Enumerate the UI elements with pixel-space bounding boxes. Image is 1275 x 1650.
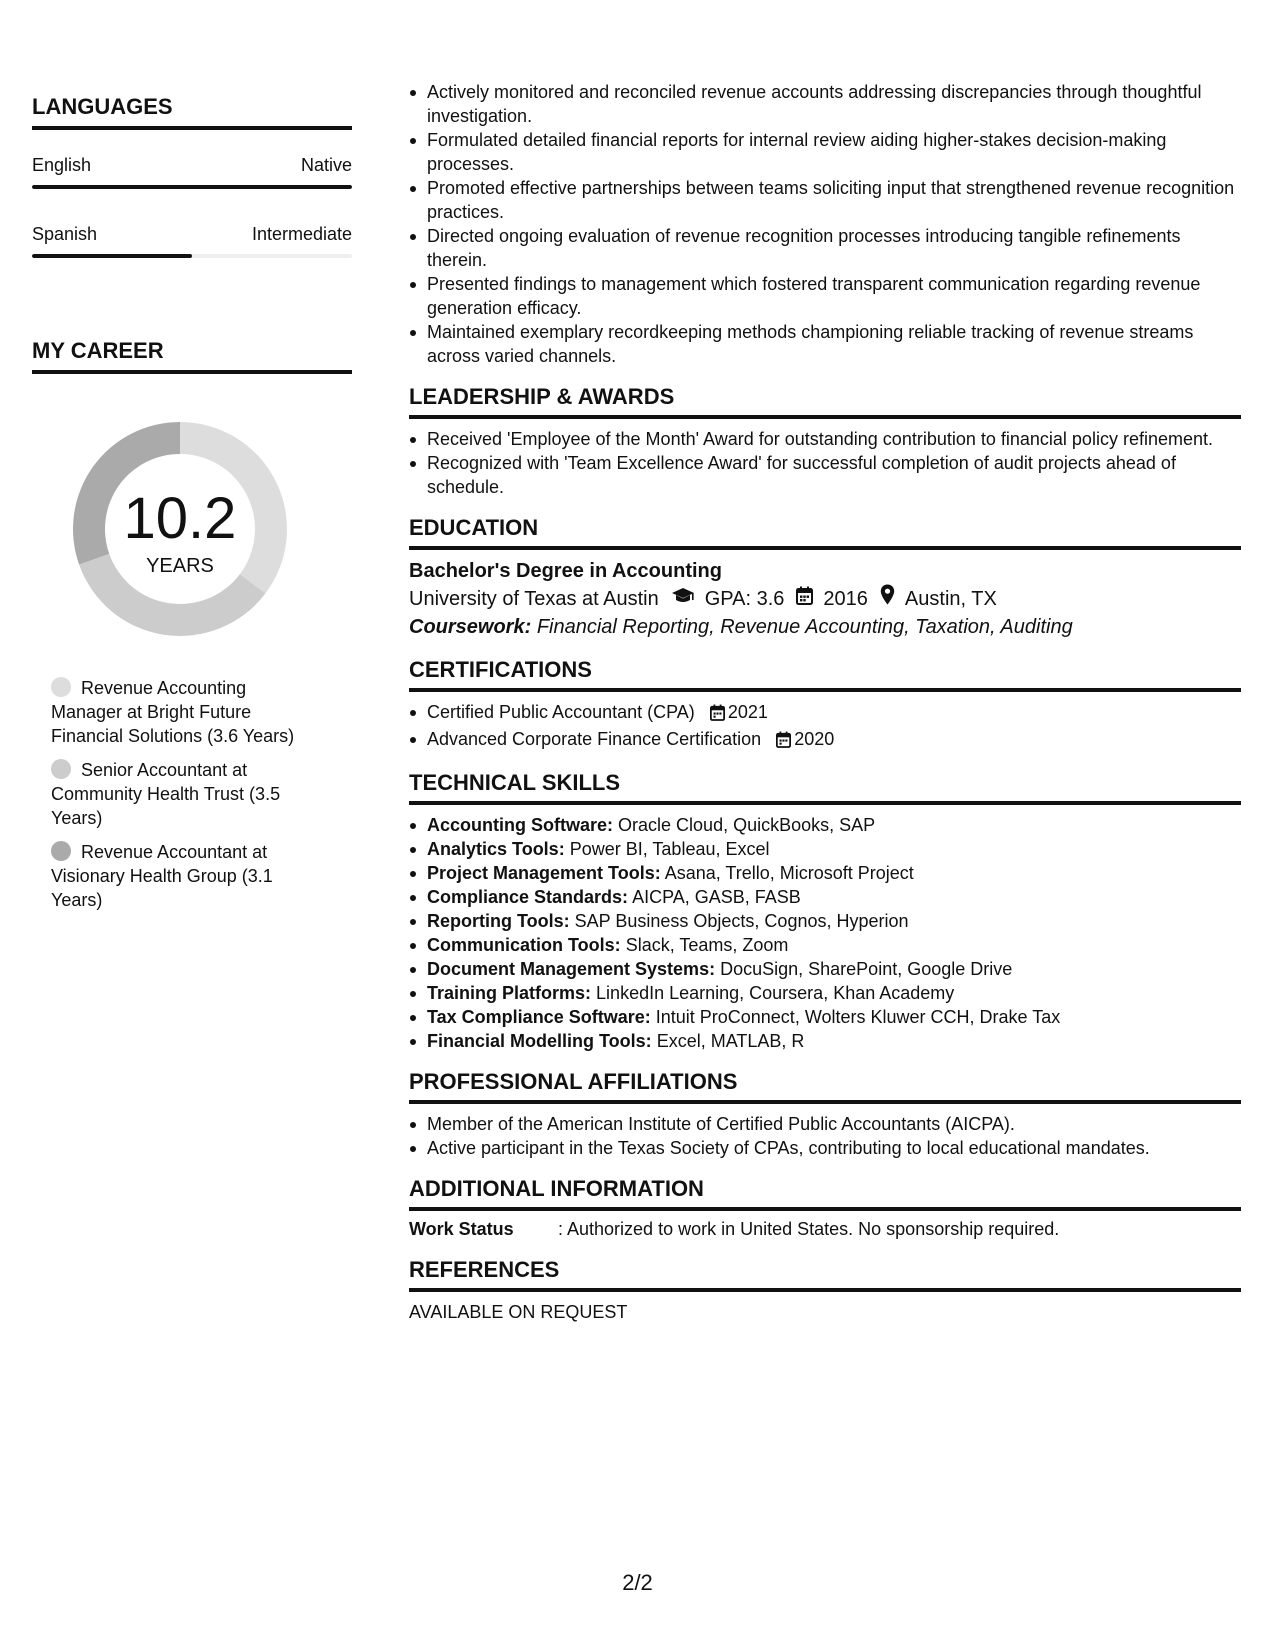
skill-category: Financial Modelling Tools: (427, 1031, 652, 1051)
award-item: Recognized with 'Team Excellence Award' for successful completion of audit projects ahead of schedule. (409, 451, 1241, 499)
experience-bullet: Maintained exemplary recordkeeping methods championing reliable tracking of revenue streams across varied channels. (409, 320, 1241, 368)
skill-category: Communication Tools: (427, 935, 621, 955)
career-legend (51, 676, 321, 922)
language-level: Intermediate (251, 224, 352, 244)
right-column (409, 80, 1241, 1324)
calendar-icon (796, 585, 813, 613)
skill-category: Accounting Software: (427, 815, 614, 835)
skill-item (409, 909, 1241, 933)
gpa-value: GPA: 3.6 (704, 587, 785, 610)
career-heading: MY CAREER (32, 338, 164, 363)
career-years-unit: YEARS (146, 555, 214, 577)
language-item (32, 223, 352, 258)
coursework-list: Financial Reporting, Revenue Accounting, Taxation, Auditing (536, 616, 1073, 638)
section-divider (409, 546, 1241, 550)
legend-label: Senior Accountant at Community Health Trust (3.5 Years) (51, 760, 281, 828)
experience-bullet: Directed ongoing evaluation of revenue recognition processes introducing tangible refinements therein. (409, 224, 1241, 272)
certification-item (409, 727, 1241, 754)
certification-year: 2021 (727, 702, 768, 722)
skill-item (409, 837, 1241, 861)
experience-bullet: Formulated detailed financial reports for internal review aiding higher-stakes decision-making processes. (409, 128, 1241, 176)
certification-name: Certified Public Accountant (CPA) (427, 702, 695, 722)
calendar-icon (776, 730, 791, 754)
career-total-years: 10.2 (123, 486, 237, 551)
affiliations-heading: PROFESSIONAL AFFILIATIONS (409, 1069, 738, 1094)
language-proficiency-bar (32, 185, 352, 189)
section-divider (409, 688, 1241, 692)
degree-title: Bachelor's Degree in Accounting (409, 560, 722, 582)
language-level: Native (300, 155, 352, 175)
school-name: University of Texas at Austin (409, 587, 659, 610)
skill-values: DocuSign, SharePoint, Google Drive (720, 959, 1013, 979)
legend-swatch (51, 759, 71, 779)
languages-heading: LANGUAGES (32, 94, 173, 119)
skill-values: Power BI, Tableau, Excel (569, 839, 770, 859)
languages-section (32, 94, 352, 258)
additional-info-heading: ADDITIONAL INFORMATION (409, 1176, 704, 1201)
language-proficiency-fill (32, 185, 352, 189)
leadership-heading: LEADERSHIP & AWARDS (409, 384, 675, 409)
award-item: Received 'Employee of the Month' Award for outstanding contribution to financial policy refinement. (409, 427, 1241, 451)
career-section (32, 338, 352, 374)
coursework-label: Coursework: (409, 616, 532, 638)
certification-name: Advanced Corporate Finance Certification (427, 729, 762, 749)
affiliations-list (409, 1112, 1241, 1160)
skill-item (409, 981, 1241, 1005)
language-name: English (32, 155, 92, 175)
skill-item (409, 1029, 1241, 1053)
coursework-line (409, 613, 1241, 641)
skill-values: Slack, Teams, Zoom (625, 935, 789, 955)
skill-values: Asana, Trello, Microsoft Project (664, 863, 914, 883)
skill-values: AICPA, GASB, FASB (632, 887, 801, 907)
education-details (409, 584, 1241, 613)
experience-bullet: Promoted effective partnerships between teams soliciting input that strengthened revenue recognition practices. (409, 176, 1241, 224)
work-status-value: : Authorized to work in United States. No sponsorship required. (558, 1219, 1060, 1239)
technical-skills-section (409, 770, 1241, 1053)
experience-bullet: Presented findings to management which fostered transparent communication regarding revenue generation efficacy. (409, 272, 1241, 320)
section-divider (409, 801, 1241, 805)
skill-item (409, 861, 1241, 885)
education-heading: EDUCATION (409, 515, 539, 540)
skill-category: Analytics Tools: (427, 839, 565, 859)
section-divider (409, 1207, 1241, 1211)
skill-values: Oracle Cloud, QuickBooks, SAP (618, 815, 876, 835)
section-divider (409, 1100, 1241, 1104)
certifications-section (409, 657, 1241, 754)
legend-swatch (51, 841, 71, 861)
language-item (32, 154, 352, 189)
work-status-label: Work Status (409, 1219, 514, 1239)
career-donut-chart (67, 416, 293, 642)
school-location: Austin, TX (904, 587, 997, 610)
legend-swatch (51, 677, 71, 697)
education-section (409, 515, 1241, 641)
skill-values: Intuit ProConnect, Wolters Kluwer CCH, Drake Tax (655, 1007, 1061, 1027)
legend-item (51, 758, 321, 830)
language-proficiency-bar (32, 254, 352, 258)
skill-item (409, 933, 1241, 957)
technical-skills-heading: TECHNICAL SKILLS (409, 770, 621, 795)
left-column (32, 94, 352, 910)
legend-label: Revenue Accounting Manager at Bright Future Financial Solutions (3.6 Years) (51, 678, 295, 746)
calendar-icon (710, 703, 725, 727)
affiliation-item: Active participant in the Texas Society of CPAs, contributing to local educational mandates. (409, 1136, 1241, 1160)
references-text: AVAILABLE ON REQUEST (409, 1302, 628, 1322)
section-divider (409, 1288, 1241, 1292)
experience-bullet: Actively monitored and reconciled revenue accounts addressing discrepancies through thoughtful investigation. (409, 80, 1241, 128)
skill-item (409, 1005, 1241, 1029)
legend-item (51, 840, 321, 912)
graduation-year: 2016 (823, 587, 868, 610)
additional-info-section (409, 1176, 1241, 1241)
certification-item (409, 700, 1241, 727)
skill-item (409, 957, 1241, 981)
skill-category: Compliance Standards: (427, 887, 629, 907)
skill-category: Document Management Systems: (427, 959, 716, 979)
skill-category: Training Platforms: (427, 983, 592, 1003)
certification-year: 2020 (794, 729, 835, 749)
legend-item (51, 676, 321, 748)
certifications-list (409, 700, 1241, 754)
skill-item (409, 885, 1241, 909)
leadership-section (409, 384, 1241, 499)
skill-category: Tax Compliance Software: (427, 1007, 651, 1027)
location-pin-icon (880, 584, 895, 613)
certifications-heading: CERTIFICATIONS (409, 657, 592, 682)
experience-bullets (409, 80, 1241, 368)
work-status-row (409, 1217, 1241, 1241)
skill-values: LinkedIn Learning, Coursera, Khan Academy (596, 983, 955, 1003)
language-proficiency-fill (32, 254, 192, 258)
technical-skills-list (409, 813, 1241, 1053)
language-name: Spanish (32, 224, 98, 244)
skill-category: Reporting Tools: (427, 911, 570, 931)
skill-item (409, 813, 1241, 837)
page-number: 2/2 (622, 1570, 653, 1595)
skill-values: SAP Business Objects, Cognos, Hyperion (574, 911, 909, 931)
affiliations-section (409, 1069, 1241, 1160)
skill-category: Project Management Tools: (427, 863, 661, 883)
section-divider (32, 370, 352, 374)
references-section (409, 1257, 1241, 1324)
references-heading: REFERENCES (409, 1257, 560, 1282)
section-divider (409, 415, 1241, 419)
skill-values: Excel, MATLAB, R (656, 1031, 805, 1051)
section-divider (32, 126, 352, 130)
legend-label: Revenue Accountant at Visionary Health Group (3.1 Years) (51, 842, 273, 910)
affiliation-item: Member of the American Institute of Certified Public Accountants (AICPA). (409, 1112, 1241, 1136)
leadership-list (409, 427, 1241, 499)
graduation-cap-icon (671, 585, 695, 613)
